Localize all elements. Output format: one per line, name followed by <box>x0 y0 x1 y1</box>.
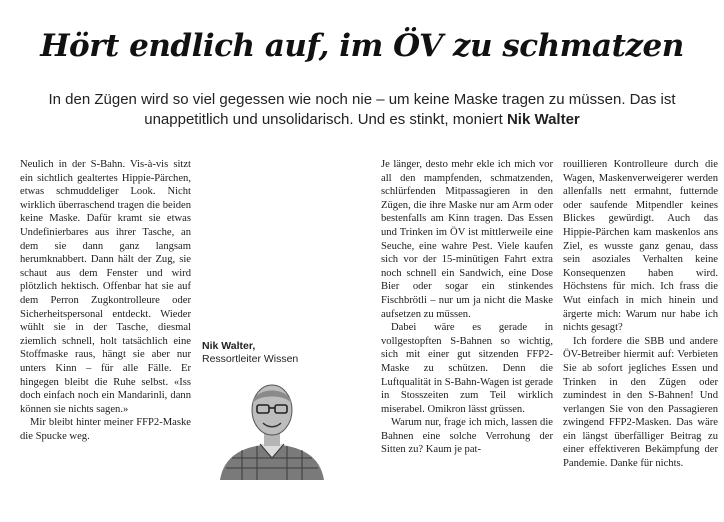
column-4 <box>563 158 718 471</box>
headline: Hört endlich auf, im ÖV zu schmatzen <box>40 28 684 64</box>
col3-paragraph-2: Dabei wäre es gerade in vollgestopften S-Bahnen so wichtig, sich mit einer gut sitzenden FFP2-Maske zu schützen. Denn die Luftqualität in S-Bahn-Wagen ist gerade in Stosszeiten zum Teil wirklich miserabel. Omikron lässt grüssen. <box>381 322 553 415</box>
column-3 <box>381 158 553 457</box>
col3-paragraph-3: Warum nur, frage ich mich, lassen die Bahnen eine solche Verrohung der Sitten zu? Kaum je pat- <box>381 417 553 456</box>
lead-text: In den Zügen wird so viel gegessen wie noch nie – um keine Maske tragen zu müssen. Das ist unappetitlich und unsolidarisch. Und es stinkt, moniert <box>48 91 676 128</box>
col1-paragraph-2: Mir bleibt hinter meiner FFP2-Maske die Spucke weg. <box>20 417 191 442</box>
col4-paragraph-2: Ich fordere die SBB und andere ÖV-Betreiber hiermit auf: Verbieten Sie ab sofort jegliches Essen und Trinken in den Zügen oder zumindest in den S-Bahnen! Und verlangen Sie von den Passagieren zwingend FFP2-Masken. Das wäre ein längst überfälliger Beitrag zu einer effektiveren Bekämpfung der Pandemie. Danke für nichts. <box>563 335 718 470</box>
byline-name: Nik Walter, <box>202 340 256 352</box>
author-portrait-icon <box>212 370 332 480</box>
column-1 <box>20 158 191 443</box>
col1-paragraph-1: Neulich in der S-Bahn. Vis-à-vis sitzt ein sichtlich gealtertes Hippie-Pärchen, etwas schmuddeliger Look. Nicht wirklich überraschend tragen die beiden keine Maske. Dafür kramt sie etwas Undefinierbares aus ihrer Tasche, an dem sie dann ganz langsam herumknabbert. Dann hält der Zug, sie schaut aus dem Fenster und wird plötzlich hektisch. Offenbar hat sie auf dem Perron Zugkontrolleure oder Sicherheitspersonal entdeckt. Wieder wühlt sie in der Tasche, diesmal ziemlich schnell, holt tatsächlich eine Stoffmaske raus, hängt sie aber nur unters Kinn – für alle Fälle. Er hingegen bleibt die Ruhe selbst. «Iss doch einfach noch ein Mandarinli, dann können sie nichts sagen.» <box>20 159 191 415</box>
lead-paragraph <box>30 90 694 130</box>
byline-role: Ressortleiter Wissen <box>202 353 299 365</box>
col3-paragraph-1: Je länger, desto mehr ekle ich mich vor all den mampfenden, schmatzenden, schlürfenden Mitpassagieren in den Zügen, die ihre Maske nur am Arm oder bestenfalls am Kinn tragen. Das Essen und Trinken im ÖV ist mittlerweile eine Seuche, eine wahre Pest. Viele kaufen sich vor der 15-minütigen Fahrt extra noch schnell ein Sandwich, eine Dose Bier oder sogar ein stinkendes Fischbrötli – nur um ja nicht die Maske aufsetzen zu müssen. <box>381 159 553 320</box>
lead-author: Nik Walter <box>506 111 580 128</box>
col4-paragraph-1: rouillieren Kontrolleure durch die Wagen, Maskenverweigerer werden allenfalls nett ermahnt, futternde oder saufende Mitpendler keines Blickes gewürdigt. Auch das Hippie-Pärchen kam maskenlos ans Ziel, es wusste ganz genau, dass sein asoziales Verhalten keine Konsequenzen haben wird. Höchstens für mich. Ich frass die Wut einfach in mich hinein und ärgerte mich: Warum nur habe ich nichts gesagt? <box>563 159 718 334</box>
author-byline <box>202 340 372 366</box>
